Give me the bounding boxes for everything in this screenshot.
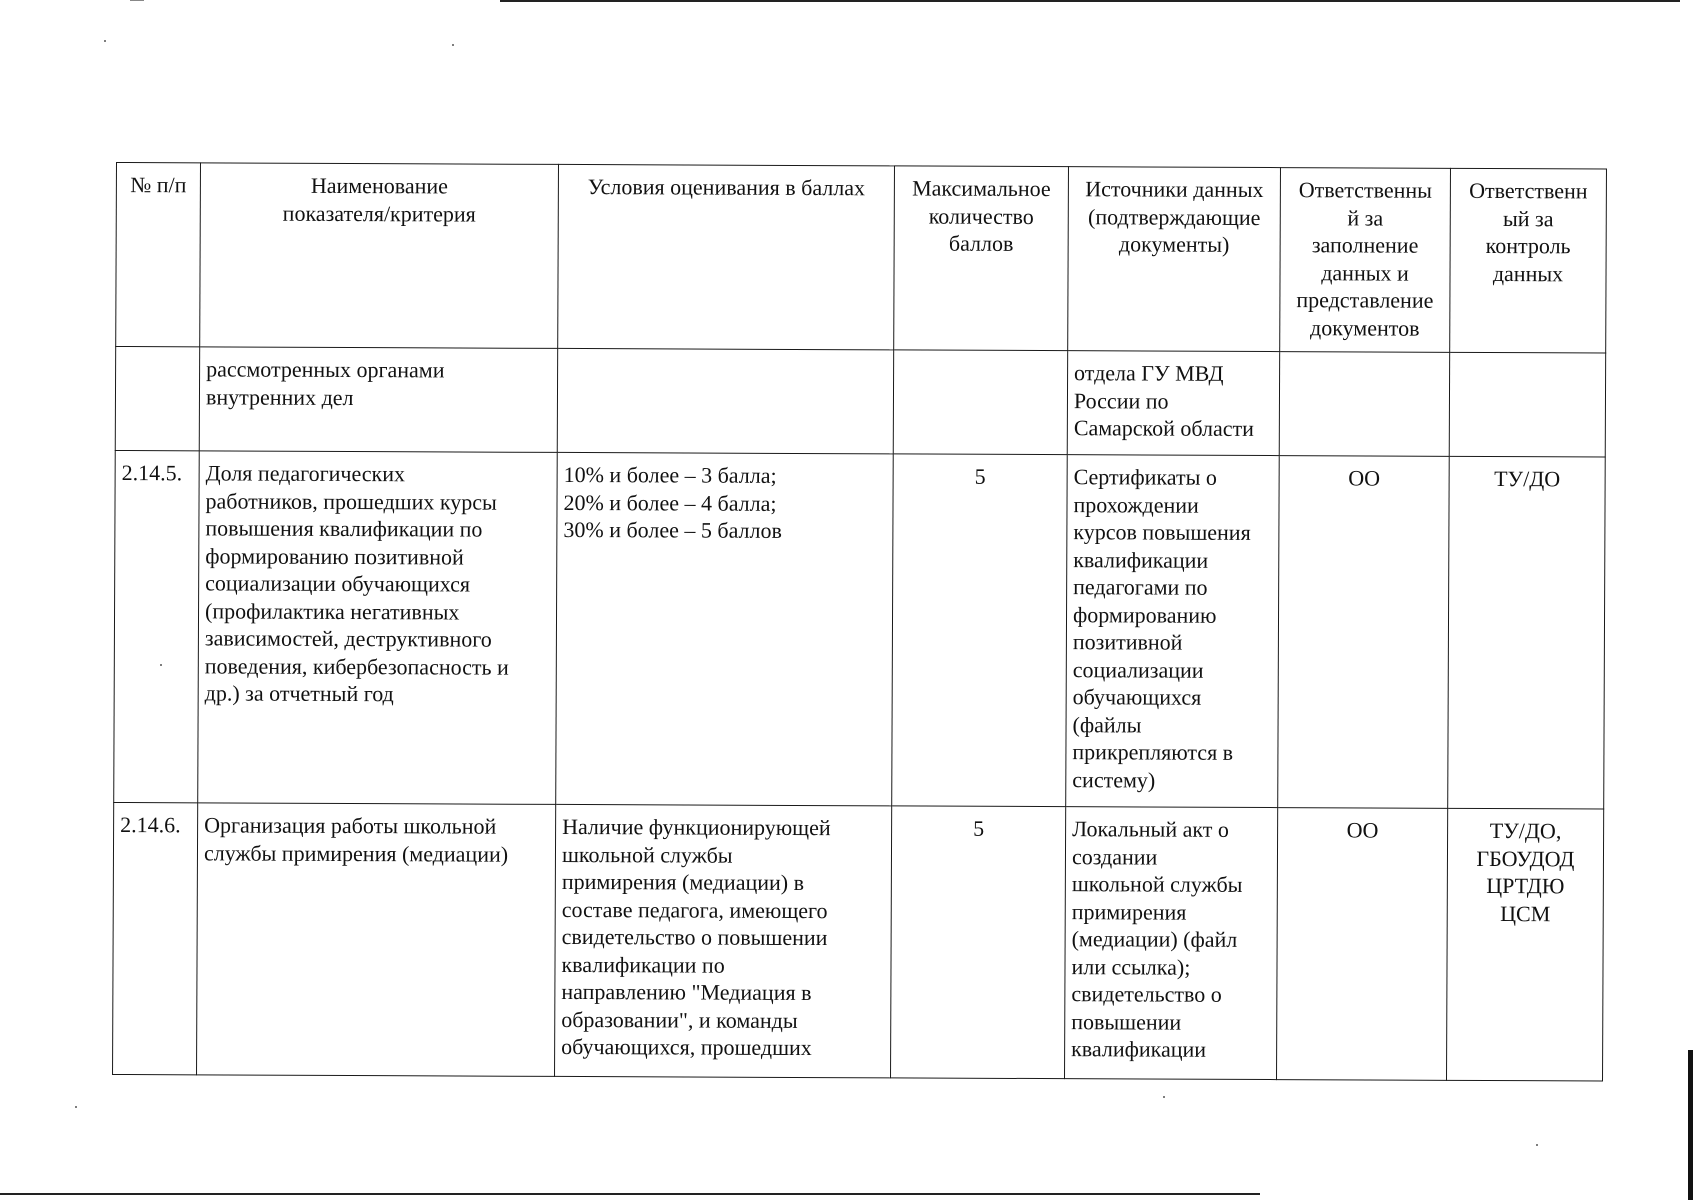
cell-name: Организация работы школьной службы примирения (медиации) (197, 803, 556, 1077)
scan-edge-right (1688, 1050, 1693, 1200)
cell-name: рассмотренных органами внутренних дел (199, 347, 557, 453)
cell-resp-fill (1279, 352, 1449, 457)
cell-conditions: 10% и более – 3 балла; 20% и более – 4 балла; 30% и более – 5 баллов (556, 452, 894, 805)
scan-mark-top (130, 0, 144, 1)
cell-sources: отдела ГУ МВД России по Самарской области (1067, 351, 1279, 456)
cell-sources: Локальный акт о создании школьной службы примирения (медиации) (файл или ссылка); свидетельство о повышении квалификации (1065, 807, 1278, 1080)
header-num: № п/п (116, 163, 201, 347)
cell-num (115, 347, 199, 451)
header-conditions: Условия оценивания в баллах (558, 164, 895, 349)
cell-num: 2.14.5. (114, 450, 200, 802)
cell-resp-control: ТУ/ДО (1448, 456, 1606, 809)
scan-edge-top (500, 0, 1680, 2)
cell-resp-fill: ОО (1277, 808, 1448, 1081)
cell-name: Доля педагогических работников, прошедших курсы повышения квалификации по формированию позитивной социализации обучающихся (профилактика негативных зависимостей, деструктивного поведения, кибербезопасность и др.) за отчетный год (198, 451, 558, 805)
scan-speck (1536, 1144, 1538, 1146)
scan-speck (452, 44, 454, 46)
scan-edge-bottom (0, 1193, 1260, 1195)
header-sources: Источники данных (подтверждающие документы) (1068, 167, 1281, 352)
table-row (114, 450, 1606, 808)
header-resp-fill: Ответственны й за заполнение данных и представление документов (1280, 168, 1451, 353)
table-row (113, 802, 1604, 1080)
criteria-table (112, 162, 1607, 1081)
header-resp-control: Ответственн ый за контроль данных (1450, 168, 1607, 353)
cell-resp-control: ТУ/ДО, ГБОУДОД ЦРТДЮ ЦСМ (1447, 808, 1604, 1081)
cell-sources: Сертификаты о прохождении курсов повышения квалификации педагогами по формированию позитивной социализации обучающихся (файлы прикрепляются в систему) (1066, 455, 1280, 808)
scan-speck (75, 1106, 77, 1108)
cell-resp-fill: ОО (1278, 456, 1450, 809)
cell-max-points: 5 (892, 454, 1068, 807)
cell-num: 2.14.6. (113, 802, 198, 1074)
cell-resp-control (1449, 352, 1605, 457)
table-row (115, 347, 1605, 458)
cell-conditions: Наличие функционирующей школьной службы примирения (медиации) в составе педагога, имеющего свидетельство о повышении квалификации по направлению "Медиация в образовании", и команды обучающихся, прошедших (555, 804, 892, 1077)
cell-max-points: 5 (891, 806, 1066, 1079)
scan-speck (104, 40, 106, 42)
cell-conditions (557, 348, 893, 453)
cell-max-points (893, 350, 1067, 455)
header-max-points: Максимальное количество баллов (894, 166, 1069, 351)
header-name: Наименование показателя/критерия (200, 163, 559, 349)
scan-speck (1163, 1096, 1165, 1098)
table-header-row (116, 163, 1607, 353)
